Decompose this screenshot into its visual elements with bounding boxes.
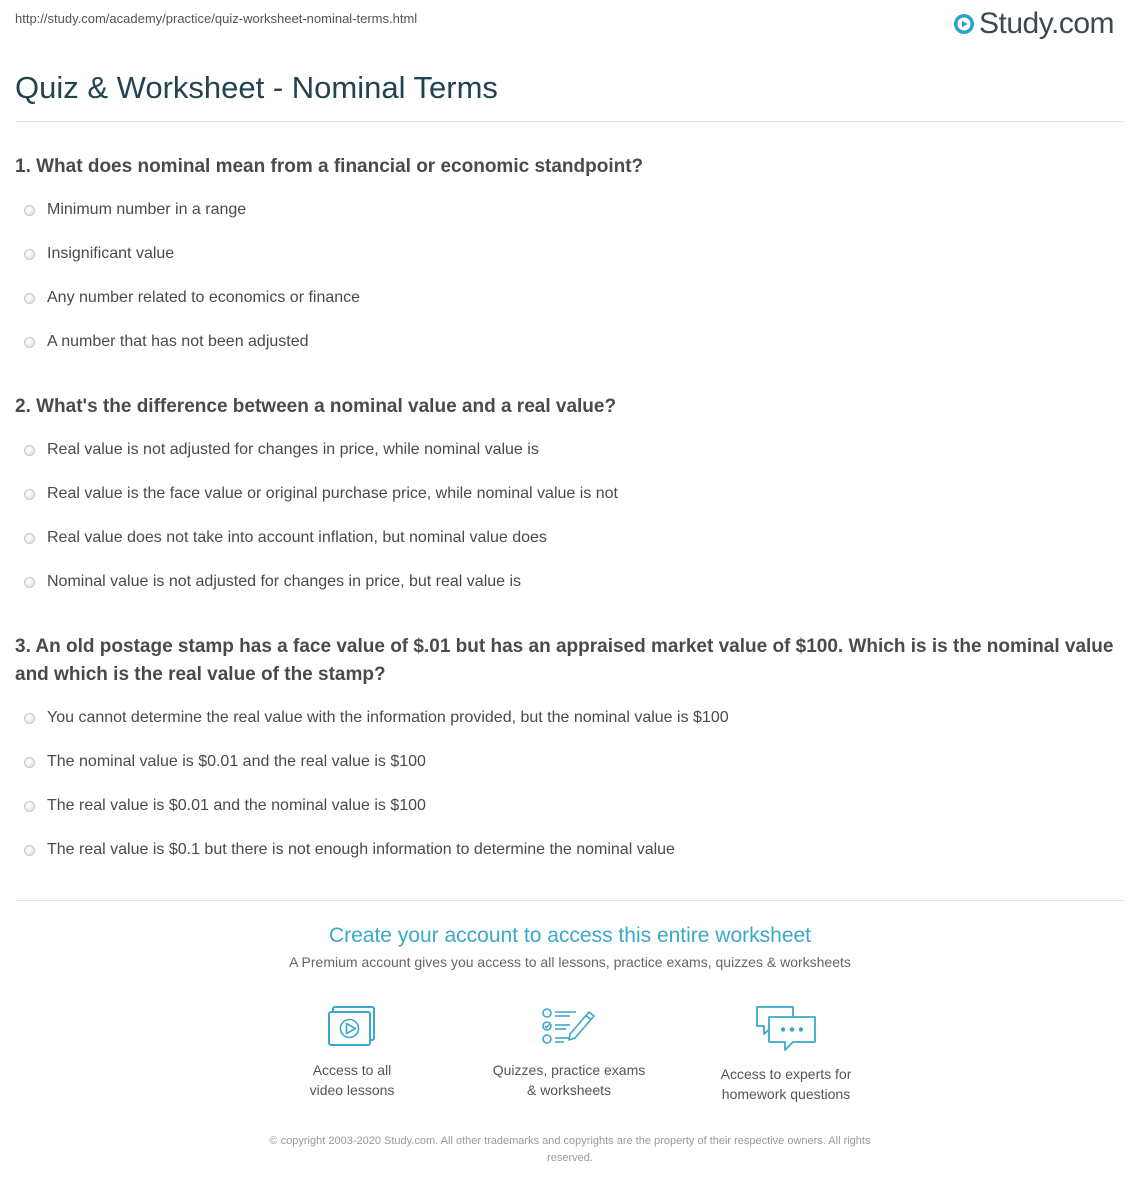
radio-button[interactable] — [24, 845, 35, 856]
question-2: 2. What's the difference between a nominal value and a real value? — [15, 396, 617, 417]
quiz-checklist-icon — [540, 1004, 598, 1050]
radio-button[interactable] — [24, 577, 35, 588]
radio-button[interactable] — [24, 533, 35, 544]
play-logo-icon — [953, 13, 975, 35]
page-url: http://study.com/academy/practice/quiz-worksheet-nominal-terms.html — [15, 11, 418, 26]
radio-button[interactable] — [24, 713, 35, 724]
feature-label-line1: Access to experts for — [720, 1066, 852, 1082]
page-title: Quiz & Worksheet - Nominal Terms — [15, 70, 498, 105]
option-label: Real value is not adjusted for changes in price, while nominal value is — [47, 441, 539, 458]
feature-quizzes — [469, 1004, 669, 1100]
feature-label-line1: Quizzes, practice exams — [492, 1062, 646, 1078]
radio-button[interactable] — [24, 205, 35, 216]
radio-button[interactable] — [24, 445, 35, 456]
option-label: The real value is $0.1 but there is not enough information to determine the nominal value — [47, 841, 675, 858]
radio-button[interactable] — [24, 293, 35, 304]
q2-option-2[interactable] — [24, 483, 618, 505]
option-label: You cannot determine the real value with the information provided, but the nominal value is $100 — [47, 709, 729, 726]
option-label: Insignificant value — [47, 245, 175, 262]
q3-option-2[interactable] — [24, 751, 426, 773]
radio-button[interactable] — [24, 489, 35, 500]
option-label: A number that has not been adjusted — [47, 333, 309, 350]
q1-option-3[interactable] — [24, 287, 360, 309]
copyright-line2: reserved. — [547, 1152, 593, 1164]
copyright-line1: © copyright 2003-2020 Study.com. All other trademarks and copyrights are the property of their respective owners. All rights — [269, 1135, 871, 1147]
q1-option-1[interactable] — [24, 199, 246, 221]
video-lessons-icon — [326, 1004, 378, 1050]
option-label: Any number related to economics or finance — [47, 289, 361, 306]
question-3: 3. An old postage stamp has a face value of $.01 but has an appraised market value of $100. Which is is the nominal value and which is the real value of the stamp? — [15, 636, 1114, 685]
option-label: Minimum number in a range — [47, 201, 247, 218]
radio-button[interactable] — [24, 757, 35, 768]
cta-subtitle: A Premium account gives you access to all lessons, practice exams, quizzes & worksheets — [289, 954, 851, 970]
logo-text: Study.com — [979, 7, 1114, 40]
feature-label-line2: & worksheets — [526, 1082, 612, 1098]
chat-bubbles-icon — [753, 1004, 819, 1054]
feature-label-line1: Access to all — [312, 1062, 392, 1078]
radio-button[interactable] — [24, 337, 35, 348]
feature-experts — [686, 1004, 886, 1104]
option-label: Real value does not take into account inflation, but nominal value does — [47, 529, 547, 546]
radio-button[interactable] — [24, 801, 35, 812]
q2-option-1[interactable] — [24, 439, 539, 461]
cta-title[interactable]: Create your account to access this entire worksheet — [328, 924, 812, 947]
copyright-text — [215, 1133, 925, 1167]
radio-button[interactable] — [24, 249, 35, 260]
q1-option-2[interactable] — [24, 243, 174, 265]
q3-option-1[interactable] — [24, 707, 729, 729]
q2-option-4[interactable] — [24, 571, 521, 593]
q3-option-4[interactable] — [24, 839, 675, 861]
q3-option-3[interactable] — [24, 795, 426, 817]
option-label: The nominal value is $0.01 and the real value is $100 — [47, 753, 426, 770]
feature-label-line2: homework questions — [721, 1086, 851, 1102]
feature-label-line2: video lessons — [309, 1082, 395, 1098]
q1-option-4[interactable] — [24, 331, 309, 353]
question-1: 1. What does nominal mean from a financial or economic standpoint? — [15, 156, 644, 177]
cta-divider — [15, 900, 1125, 901]
title-divider — [15, 121, 1125, 122]
q2-option-3[interactable] — [24, 527, 547, 549]
feature-video-lessons — [252, 1004, 452, 1100]
option-label: Real value is the face value or original purchase price, while nominal value is not — [47, 485, 618, 502]
option-label: Nominal value is not adjusted for changes in price, but real value is — [47, 573, 522, 590]
study-logo[interactable] — [953, 6, 1114, 42]
option-label: The real value is $0.01 and the nominal value is $100 — [47, 797, 426, 814]
